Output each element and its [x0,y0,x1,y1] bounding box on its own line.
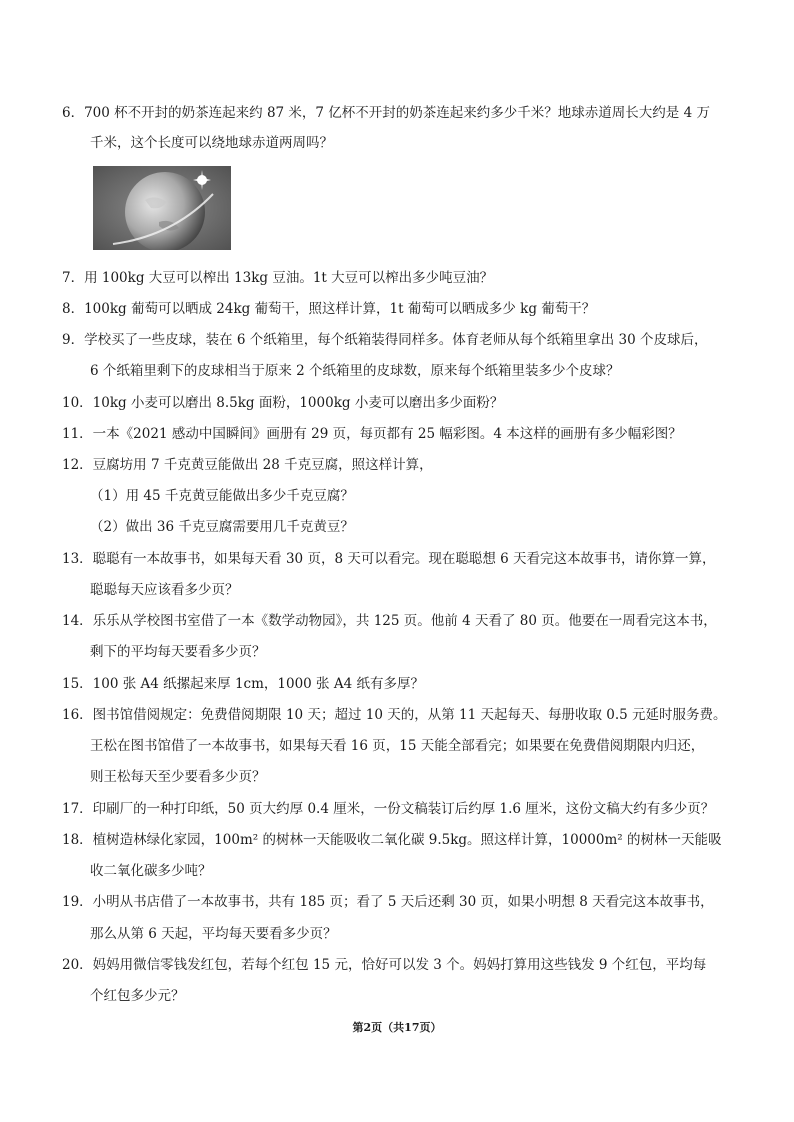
question-9-line-2: 6 个纸箱里剩下的皮球相当于原来 2 个纸箱里的皮球数，原来每个纸箱里装多少个皮球？ [90,363,620,379]
question-18-line-1: 18．植树造林绿化家园，100m² 的树林一天能吸收二氧化碳 9.5kg。照这样计算，10000m² 的树林一天能吸 [62,832,722,848]
question-6-line-1: 6．700 杯不开封的奶茶连起来约 87 米，7 亿杯不开封的奶茶连起来约多少千米？地球赤道周长大约是 4 万 [62,105,710,121]
page-number-footer: 第2页（共17页） [352,1021,442,1034]
question-15: 15．100 张 A4 纸摞起来厚 1cm，1000 张 A4 纸有多厚？ [62,676,424,692]
question-19-line-2: 那么从第 6 天起，平均每天要看多少页？ [90,926,337,942]
question-12-part-1: （1）用 45 千克黄豆能做出多少千克豆腐？ [90,488,354,504]
question-19-line-1: 19．小明从书店借了一本故事书，共有 185 页；看了 5 天后还剩 30 页，如果小明想 8 天看完这本故事书， [62,894,714,910]
question-16-line-2: 王松在图书馆借了一本故事书，如果每天看 16 页，15 天能全部看完；如果要在免费借阅期限内归还， [90,738,705,754]
question-16-line-1: 16．图书馆借阅规定：免费借阅期限 10 天；超过 10 天的，从第 11 天起每天、每册收取 0.5 元延时服务费。 [62,707,727,723]
question-8: 8．100kg 葡萄可以晒成 24kg 葡萄干，照这样计算，1t 葡萄可以晒成多少 kg 葡萄干？ [62,301,596,317]
question-12: 12．豆腐坊用 7 千克黄豆能做出 28 千克豆腐，照这样计算， [62,457,433,473]
question-13-line-2: 聪聪每天应该看多少页？ [90,582,239,598]
question-9-line-1: 9．学校买了一些皮球，装在 6 个纸箱里，每个纸箱装得同样多。体育老师从每个纸箱里拿出 30 个皮球后， [62,332,708,348]
question-6-line-2: 千米，这个长度可以绕地球赤道两周吗？ [90,135,333,151]
question-17: 17．印刷厂的一种打印纸，50 页大约厚 0.4 厘米，一份文稿装订后约厚 1.6 厘米，这份文稿大约有多少页？ [62,801,715,817]
question-14-line-1: 14．乐乐从学校图书室借了一本《数学动物园》，共 125 页。他前 4 天看了 80 页。他要在一周看完这本书， [62,613,717,629]
question-10: 10．10kg 小麦可以磨出 8.5kg 面粉，1000kg 小麦可以磨出多少面粉？ [62,395,504,411]
question-20-line-2: 个红包多少元？ [90,988,185,1004]
question-13-line-1: 13．聪聪有一本故事书，如果每天看 30 页，8 天可以看完。现在聪聪想 6 天看完这本故事书，请你算一算， [62,551,716,567]
question-16-line-3: 则王松每天至少要看多少页？ [90,769,266,785]
question-12-part-2: （2）做出 36 千克豆腐需要用几千克黄豆？ [90,519,354,535]
question-7: 7．用 100kg 大豆可以榨出 13kg 豆油。1t 大豆可以榨出多少吨豆油？ [62,270,494,286]
earth-planet-illustration [93,166,231,250]
question-20-line-1: 20．妈妈用微信零钱发红包，若每个红包 15 元，恰好可以发 3 个。妈妈打算用这些钱发 9 个红包，平均每 [62,957,707,973]
question-18-line-2: 收二氧化碳多少吨？ [90,863,212,879]
question-14-line-2: 剩下的平均每天要看多少页？ [90,644,266,660]
question-11: 11．一本《2021 感动中国瞬间》画册有 29 页，每页都有 25 幅彩图。4 本这样的画册有多少幅彩图？ [62,426,682,442]
